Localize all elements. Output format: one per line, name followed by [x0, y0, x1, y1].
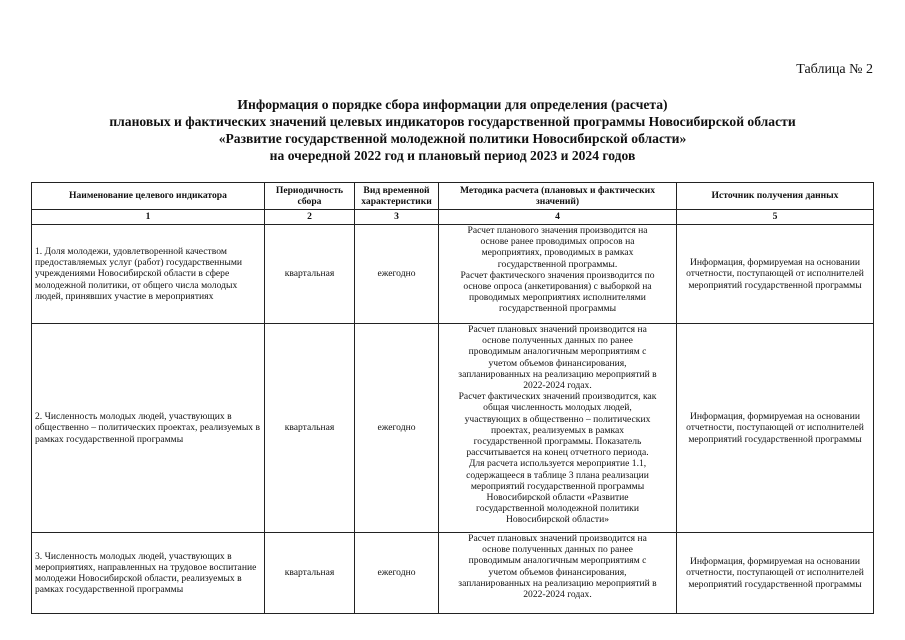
method-line: Расчет планового значения производится на	[467, 225, 648, 236]
source-cell: Информация, формируемая на основании отчетности, поступающей от исполнителей мероприятий государственной программы	[677, 533, 874, 614]
indicators-table	[31, 182, 874, 614]
method-line: Расчет фактических значений производится, как	[458, 391, 657, 403]
column-number: 5	[677, 210, 874, 225]
periodicity-cell: квартальная	[265, 533, 355, 614]
table-number: Таблица № 2	[796, 62, 873, 77]
method-line: рассчитывается на конец отчетного периода.	[466, 447, 649, 459]
method-line: мероприятий государственной программы	[470, 480, 645, 492]
title-line: «Развитие государственной молодежной политики Новосибирской области»	[218, 131, 687, 146]
method-line: мероприятиях, проводимых в рамках	[481, 247, 634, 259]
method-line: основе опроса (анкетирования) с выборкой на	[463, 281, 652, 293]
time-type-cell: ежегодно	[355, 533, 439, 614]
method-line: государственной программы.	[497, 258, 618, 270]
method-line: государственной программы. Показатель	[473, 436, 642, 448]
table-header-row	[32, 183, 874, 210]
header-method: Методика расчета (плановых и фактических значений)	[439, 183, 677, 210]
method-line: проводимым аналогичным мероприятиям с	[468, 346, 647, 358]
header-periodicity: Периодичность сбора	[265, 183, 355, 210]
method-line: Расчет плановых значений производится на	[468, 533, 647, 544]
method-line: государственной программы	[498, 303, 617, 315]
title-line: Информация о порядке сбора информации для определения (расчета)	[237, 97, 668, 112]
header-indicator: Наименование целевого индикатора	[32, 183, 265, 210]
document-title	[0, 96, 905, 164]
method-line: Расчет фактического значения производится по	[460, 269, 655, 281]
method-line: 2022-2024 годах.	[523, 380, 592, 392]
method-line: Новосибирской области «Развитие	[486, 492, 629, 504]
method-line: учетом объемов финансирования,	[488, 566, 627, 578]
periodicity-cell: квартальная	[265, 324, 355, 533]
table-row	[32, 225, 874, 324]
method-line: запланированных на реализацию мероприятий в	[458, 368, 657, 380]
method-line: 2022-2024 годах.	[523, 589, 592, 601]
method-cell	[439, 324, 677, 533]
method-line: проектах, реализуемых в рамках	[490, 424, 625, 436]
column-number: 3	[355, 210, 439, 225]
table-row	[32, 533, 874, 614]
header-source: Источник получения данных	[677, 183, 874, 210]
method-line: основе полученных данных по ранее	[482, 544, 633, 556]
header-time-type: Вид временной характеристики	[355, 183, 439, 210]
method-line: запланированных на реализацию мероприятий в	[458, 577, 657, 589]
method-line: государственной молодежной политики	[476, 503, 639, 515]
source-cell: Информация, формируемая на основании отчетности, поступающей от исполнителей мероприятий государственной программы	[677, 225, 874, 324]
source-cell: Информация, формируемая на основании отчетности, поступающей от исполнителей мероприятий государственной программы	[677, 324, 874, 533]
indicator-cell: 2. Численность молодых людей, участвующих в общественно – политических проектах, реализуемых в рамках государственной программы	[32, 324, 265, 533]
column-number-row	[32, 210, 874, 225]
method-line: проводимым аналогичным мероприятиям с	[468, 555, 647, 567]
time-type-cell: ежегодно	[355, 225, 439, 324]
method-line: Для расчета используется мероприятие 1.1,	[468, 458, 647, 470]
column-number: 2	[265, 210, 355, 225]
method-cell	[439, 533, 677, 614]
method-line: основе полученных данных по ранее	[482, 335, 633, 347]
indicator-cell: 1. Доля молодежи, удовлетворенной качеством предоставляемых услуг (работ) государственными учреждениями Новосибирской области в сфере молодежной политики, от общего числа молодых людей, принявших участие в мероприятиях	[32, 225, 265, 324]
table-row	[32, 324, 874, 533]
column-number: 1	[32, 210, 265, 225]
method-line: общая численность молодых людей,	[483, 402, 632, 414]
title-line: на очередной 2022 год и плановый период 2023 и 2024 годов	[269, 148, 636, 163]
method-line: проводимых мероприятиях исполнителями	[469, 292, 646, 304]
method-line: Расчет плановых значений производится на	[468, 324, 647, 335]
method-line: участвующих в общественно – политических	[464, 413, 651, 425]
periodicity-cell: квартальная	[265, 225, 355, 324]
method-line: основе ранее проводимых опросов на	[480, 236, 635, 248]
method-line: учетом объемов финансирования,	[488, 357, 627, 369]
column-number: 4	[439, 210, 677, 225]
title-line: плановых и фактических значений целевых индикаторов государственной программы Новосибирской области	[109, 114, 796, 129]
indicator-cell: 3. Численность молодых людей, участвующих в мероприятиях, направленных на трудовое воспитание молодежи Новосибирской области, реализуемых в рамках государственной программы	[32, 533, 265, 614]
method-cell	[439, 225, 677, 324]
time-type-cell: ежегодно	[355, 324, 439, 533]
method-line: Новосибирской области»	[505, 514, 610, 526]
method-line: содержащееся в таблице 3 плана реализации	[466, 469, 649, 481]
